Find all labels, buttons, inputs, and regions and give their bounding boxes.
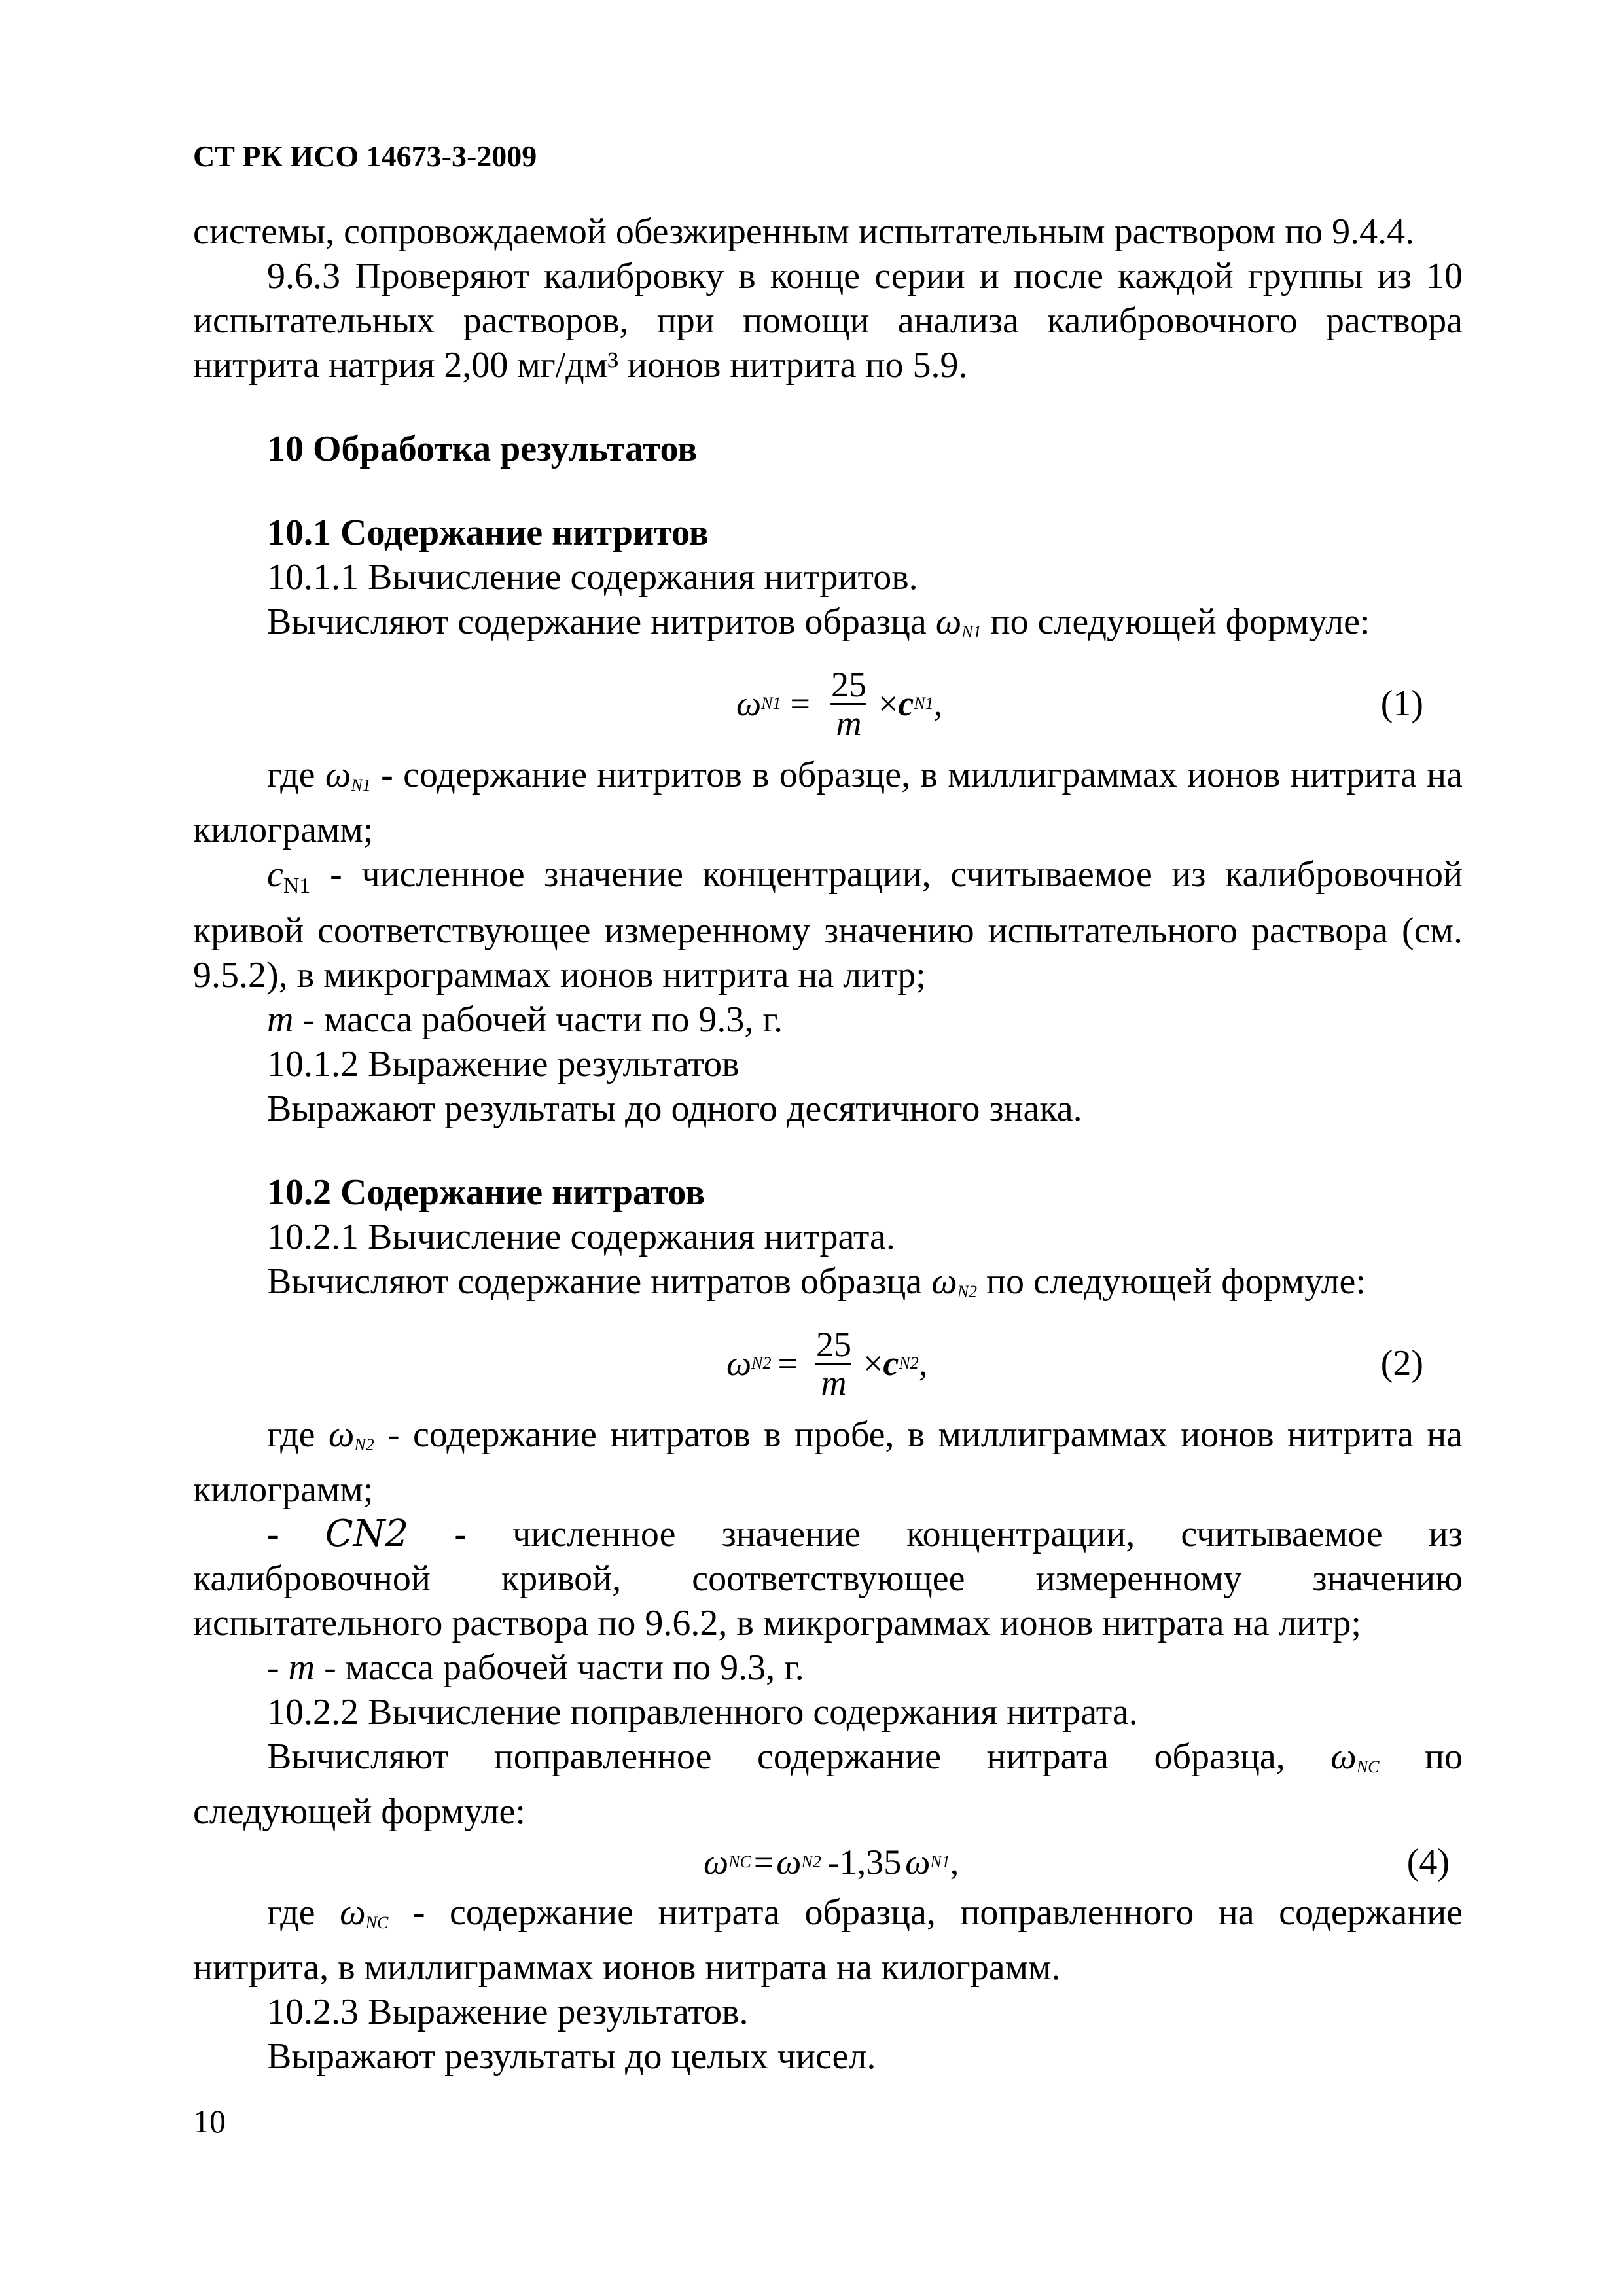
section-10-heading: 10 Обработка результатов <box>267 429 698 469</box>
section-10-2-heading: 10.2 Содержание нитратов <box>267 1172 705 1213</box>
paragraph-963: 9.6.3 Проверяют калибровку в конце серии и после каждой группы из 10 испытательных растворов, при помощи анализа калибровочного раствора нитрита натрия 2,00 мг/дм³ ионов нитрита по 5.9. <box>193 256 1463 386</box>
document-body <box>193 209 1463 2079</box>
document-code-header: СТ РК ИСО 14673-3-2009 <box>193 139 537 173</box>
section-10-1-heading: 10.1 Содержание нитритов <box>267 512 709 553</box>
subsection-10-2-1-title: 10.2.1 Вычисление содержания нитрата. <box>267 1217 895 1257</box>
subsection-10-1-2-title: 10.1.2 Выражение результатов <box>267 1044 740 1085</box>
result-expression-nitrite: Выражают результаты до одного десятичного знака. <box>267 1088 1082 1129</box>
where-m-nitrite: m - масса рабочей части по 9.3, г. <box>267 999 783 1040</box>
where-c-n1: cN1 - численное значение концентрации, считываемое из калибровочной кривой соответствующее измеренному значению испытательного раствора (см. 9.5.2), в микрограммах ионов нитрита на литр; <box>193 854 1463 996</box>
calc-intro-nitrate: Вычисляют содержание нитратов образца $\omega_{N2}$ по следующей формуле: <box>267 1261 1366 1302</box>
subsection-10-2-2-title: 10.2.2 Вычисление поправленного содержания нитрата. <box>267 1692 1138 1732</box>
page-number: 10 <box>193 2103 226 2140</box>
corrected-calc-line2: следующей формуле: <box>193 1791 526 1832</box>
where-omega-n2: где $\omega_{N2}$ - содержание нитратов в пробе, в миллиграммах ионов нитрита на килограмм; <box>193 1414 1463 1510</box>
subsection-10-1-1-title: 10.1.1 Вычисление содержания нитритов. <box>267 557 918 598</box>
formula-2-number: (2) <box>1380 1343 1423 1384</box>
subsection-10-2-3-title: 10.2.3 Выражение результатов. <box>267 1992 749 2032</box>
where-omega-n1: где $\omega_{N1}$ - содержание нитритов в образце, в миллиграммах ионов нитрита на килограмм; <box>193 755 1463 850</box>
paragraph-continuation: системы, сопровождаемой обезжиренным испытательным раствором по 9.4.4. <box>193 211 1415 252</box>
formula-2: ω N2 = $\frac{25}{m}$ × c N2 , (2) <box>193 1314 1463 1412</box>
corrected-calc-line1: Вычисляют поправленное содержание нитрата образца, $\omega_{NC}$ по <box>267 1736 1463 1777</box>
calc-intro-nitrite: Вычисляют содержание нитритов образца $\omega_{N1}$ по следующей формуле: <box>267 601 1370 642</box>
formula-1-number: (1) <box>1380 683 1423 724</box>
where-c-n2-line3: испытательного раствора по 9.6.2, в микрограммах ионов нитрата на литр; <box>193 1603 1361 1643</box>
formula-1: ω N1 = $\frac{25}{m}$ × c N1 , (1) <box>193 655 1463 753</box>
formula-4: ω NC = ω N2 -1,35 ω N1 , (4) <box>193 1834 1463 1890</box>
result-expression-nitrate: Выражают результаты до целых чисел. <box>267 2036 876 2077</box>
where-c-n2-line2: калибровочной кривой, соответствующее измеренному значению <box>193 1558 1463 1599</box>
where-m-nitrate: - m - масса рабочей части по 9.3, г. <box>267 1647 804 1688</box>
where-omega-nc: где $\omega_{NC}$ - содержание нитрата образца, поправленного на содержание нитрита, в миллиграммах ионов нитрата на килограмм. <box>193 1892 1463 1988</box>
formula-4-number: (4) <box>1406 1842 1450 1882</box>
where-c-n2-line1: - CN2 - численное значение концентрации, считываемое из <box>267 1513 1463 1555</box>
